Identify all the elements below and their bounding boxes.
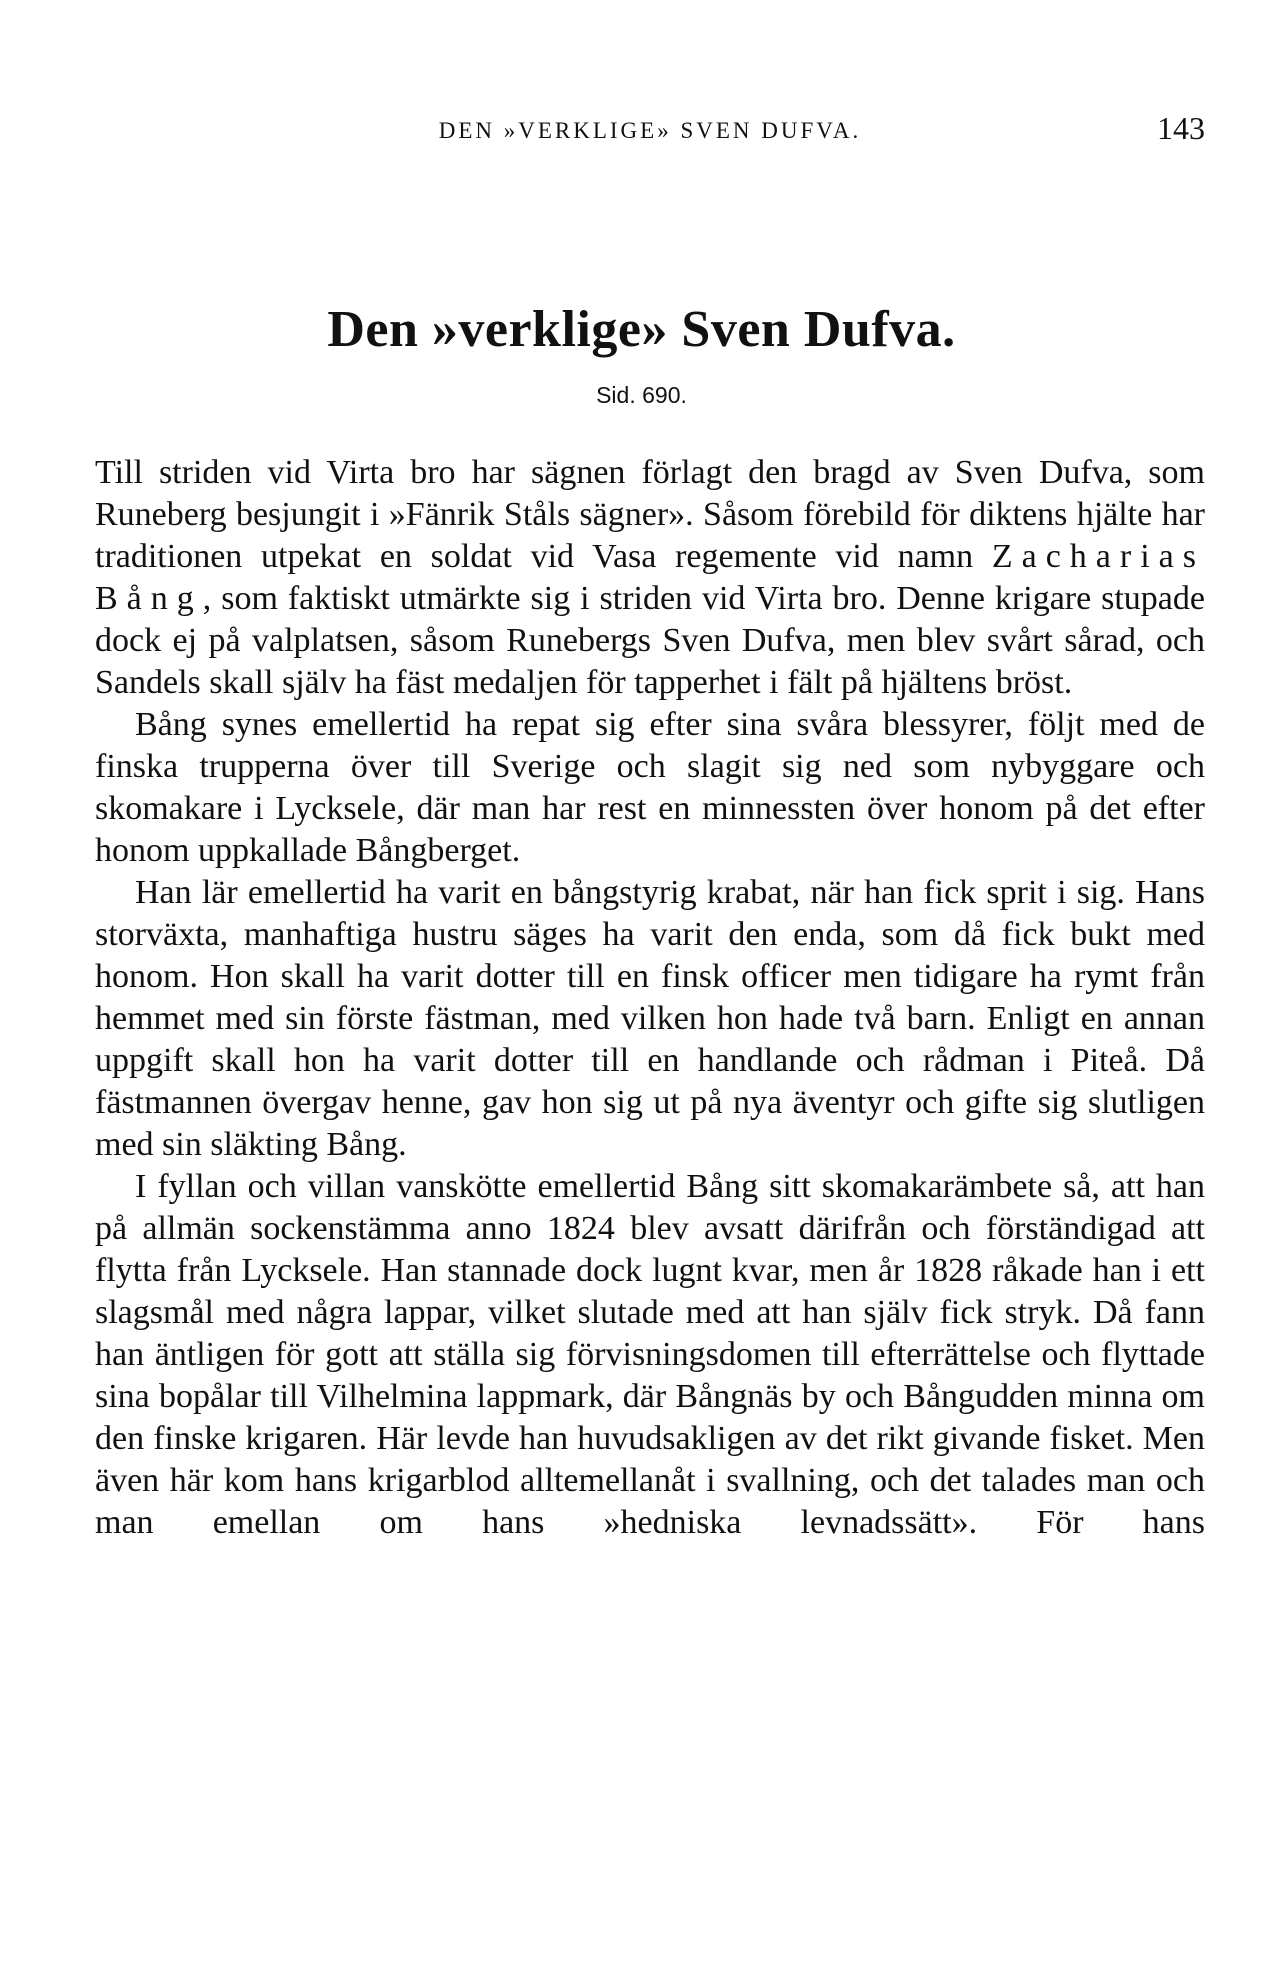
chapter-title: Den »verklige» Sven Dufva. — [327, 301, 956, 358]
page-number: 143 — [1157, 110, 1205, 146]
paragraph-1-text-after: , som faktiskt utmärkte sig i striden vid Virta bro. Denne krigare stupade dock ej på valplatsen, såsom Runebergs Sven Dufva, men blev svårt sårad, och Sandels skall själv ha fäst medaljen för tapperhet i fält på hjältens bröst. — [95, 580, 1205, 701]
paragraph-3: Han lär emellertid ha varit en bångstyrig krabat, när han fick sprit i sig. Hans storväxta, manhaftiga hustru säges ha varit den enda, som då fick bukt med honom. Hon skall ha varit dotter till en finsk officer men tidigare ha rymt från hemmet med sin förste fästman, med vilken hon hade två barn. Enligt en annan uppgift skall hon ha varit dotter till en handlande och rådman i Piteå. Då fästmannen övergav henne, gav hon sig ut på nya äventyr och gifte sig slutligen med sin släkting Bång. — [95, 874, 1205, 1163]
source-reference: Sid. 690. — [596, 382, 687, 408]
paragraph-1 — [95, 452, 1205, 704]
paragraph-4: I fyllan och villan vanskötte emellertid Bång sitt skomakarämbete så, att han på allmän sockenstämma anno 1824 blev avsatt därifrån och förständigad att flytta från Lycksele. Han stannade dock lugnt kvar, men år 1828 råkade han i ett slagsmål med några lappar, vilket slutade med att han själv fick stryk. Då fann han äntligen för gott att ställa sig förvisningsdomen till efterrättelse och flyttade sina bopålar till Vilhelmina lappmark, där Bångnäs by och Bångudden minna om den finske krigaren. Här levde han huvudsakligen av det rikt givande fisket. Men även här kom hans krigarblod alltemellanåt i svallning, och det talades man och man emellan om hans »hedniska levnadssätt». För hans — [95, 1168, 1205, 1541]
paragraph-1-text-before: Till striden vid Virta bro har sägnen förlagt den bragd av Sven Dufva, som Runeberg besjungit i »Fänrik Ståls sägner». Såsom förebild för diktens hjälte har traditionen utpekat en soldat vid Vasa regemente vid namn — [95, 454, 1205, 575]
paragraph-2: Bång synes emellertid ha repat sig efter sina svåra blessyrer, följt med de finska trupperna över till Sverige och slagit sig ned som nybyggare och skomakare i Lycksele, där man har rest en minnessten över honom på det efter honom uppkallade Bångberget. — [95, 706, 1205, 869]
running-title: DEN »VERKLIGE» SVEN DUFVA. — [438, 118, 862, 143]
body-text — [95, 452, 1205, 1544]
running-head — [95, 110, 1205, 160]
spaced-name: Zacharias Bång — [95, 538, 1205, 617]
